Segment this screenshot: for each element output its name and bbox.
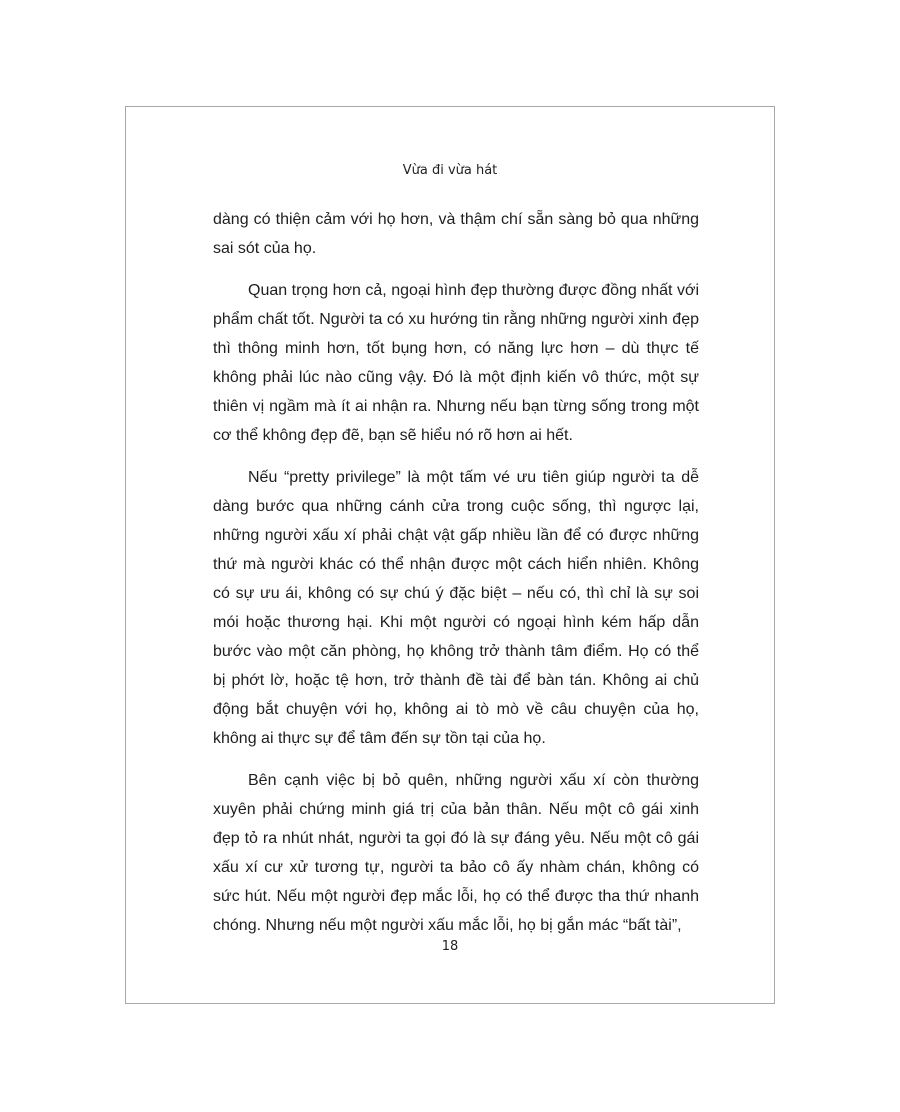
- page-number: 18: [441, 939, 459, 954]
- paragraph: dàng có thiện cảm với họ hơn, và thậm chí sẵn sàng bỏ qua những sai sót của họ.: [213, 211, 699, 257]
- paragraph: Bên cạnh việc bị bỏ quên, những người xấu xí còn thường xuyên phải chứng minh giá trị của bản thân. Nếu một cô gái xinh đẹp tỏ ra nhút nhát, người ta gọi đó là sự đáng yêu. Nếu một cô gái xấu xí cư xử tương tự, người ta bảo cô ấy nhàm chán, không có sức hút. Nếu một người đẹp mắc lỗi, họ có thể được tha thứ nhanh chóng. Nhưng nếu một người xấu mắc lỗi, họ bị gắn mác “bất tài”,: [213, 772, 699, 934]
- paragraph: Quan trọng hơn cả, ngoại hình đẹp thường được đồng nhất với phẩm chất tốt. Người ta có xu hướng tin rằng những người xinh đẹp thì thông minh hơn, tốt bụng hơn, có năng lực hơn – dù thực tế không phải lúc nào cũng vậy. Đó là một định kiến vô thức, một sự thiên vị ngầm mà ít ai nhận ra. Nhưng nếu bạn từng sống trong một cơ thể không đẹp đẽ, bạn sẽ hiểu nó rõ hơn ai hết.: [213, 282, 699, 444]
- book-page: [125, 106, 775, 1004]
- body-text: [213, 205, 699, 953]
- paragraph: Nếu “pretty privilege” là một tấm vé ưu tiên giúp người ta dễ dàng bước qua những cánh cửa trong cuộc sống, thì ngược lại, những người xấu xí phải chật vật gấp nhiều lần để có được những thứ mà người khác có thể nhận được một cách hiển nhiên. Không có sự ưu ái, không có sự chú ý đặc biệt – nếu có, thì chỉ là sự soi mói hoặc thương hại. Khi một người có ngoại hình kém hấp dẫn bước vào một căn phòng, họ không trở thành tâm điểm. Họ có thể bị phớt lờ, hoặc tệ hơn, trở thành đề tài để bàn tán. Không ai chủ động bắt chuyện với họ, không ai tò mò về câu chuyện của họ, không ai thực sự để tâm đến sự tồn tại của họ.: [213, 469, 699, 747]
- running-title: Vừa đi vừa hát: [402, 163, 498, 178]
